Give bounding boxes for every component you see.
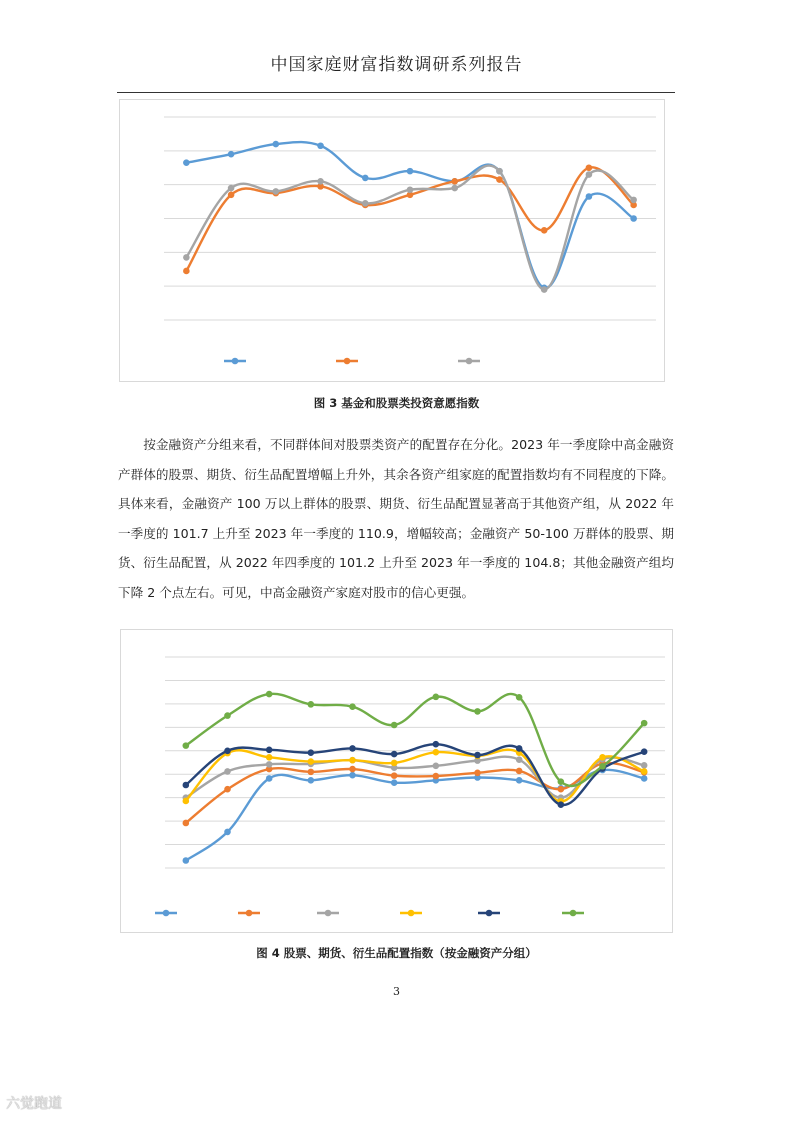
figure-4-chart — [120, 629, 673, 933]
data-point — [541, 286, 548, 293]
data-point — [266, 761, 273, 768]
data-point — [641, 768, 648, 775]
data-point — [183, 254, 190, 261]
data-point — [349, 757, 356, 764]
data-point — [586, 164, 593, 171]
report-header-title: 中国家庭财富指数调研系列报告 — [270, 55, 523, 75]
data-point — [183, 782, 190, 789]
data-point — [266, 775, 273, 782]
figure-4-caption: 图 4 股票、期货、衍生品配置指数（按金融资产分组） — [256, 946, 537, 960]
legend-marker — [163, 910, 170, 917]
data-point — [558, 778, 565, 785]
data-point — [586, 193, 593, 200]
legend-marker — [246, 910, 253, 917]
data-point — [451, 178, 458, 185]
data-point — [273, 141, 280, 148]
data-point — [516, 745, 523, 752]
data-point — [266, 691, 273, 698]
legend-marker — [466, 358, 473, 365]
data-point — [183, 742, 190, 749]
data-point — [224, 712, 231, 719]
legend-marker — [232, 358, 239, 365]
data-point — [224, 747, 231, 754]
data-point — [451, 185, 458, 192]
data-point — [433, 741, 440, 748]
data-point — [349, 703, 356, 710]
data-point — [228, 185, 235, 192]
data-point — [266, 754, 273, 761]
data-point — [641, 775, 648, 782]
data-point — [586, 171, 593, 178]
data-point — [541, 227, 548, 234]
data-point — [228, 151, 235, 158]
data-point — [558, 786, 565, 793]
data-point — [641, 748, 648, 755]
data-point — [558, 801, 565, 808]
data-point — [391, 722, 398, 729]
figure-3-svg — [120, 100, 664, 381]
data-point — [391, 760, 398, 767]
data-point — [349, 745, 356, 752]
data-point — [516, 694, 523, 701]
data-point — [496, 168, 503, 175]
data-point — [362, 200, 369, 207]
data-point — [474, 708, 481, 715]
data-point — [516, 777, 523, 784]
data-point — [474, 752, 481, 759]
legend-marker — [486, 910, 493, 917]
data-point — [317, 178, 324, 185]
series-line — [186, 166, 633, 290]
data-point — [183, 798, 190, 805]
data-point — [391, 772, 398, 779]
data-point — [641, 720, 648, 727]
data-point — [224, 786, 231, 793]
data-point — [407, 168, 414, 175]
data-point — [433, 749, 440, 756]
data-point — [183, 820, 190, 827]
data-point — [433, 773, 440, 780]
data-point — [183, 268, 190, 275]
body-paragraph: 按金融资产分组来看，不同群体间对股票类资产的配置存在分化。2023 年一季度除中高金融资产群体的股票、期货、衍生品配置增幅上升外，其余各资产组家庭的配置指数均有不同程度的下降。具体来看，金融资产 100 万以上群体的股票、期货、衍生品配置显著高于其他资产组，从 2022 年一季度的 101.7 上升至 2023 年一季度的 110.9，增幅较高；金融资产 50-100 万群体的股票、期货、衍生品配置，从 2022 年四季度的 101.2 上升至 2023 年一季度的 104.8；其他金融资产组均下降 2 个点左右。可见，中高金融资产家庭对股市的信心更强。 — [118, 437, 674, 600]
figure-4-svg — [121, 630, 672, 932]
data-point — [349, 766, 356, 773]
data-point — [641, 762, 648, 769]
data-point — [224, 768, 231, 775]
page-number: 3 — [393, 985, 400, 998]
header-rule — [117, 92, 675, 93]
data-point — [391, 779, 398, 786]
data-point — [308, 701, 315, 708]
data-point — [228, 192, 235, 199]
data-point — [273, 188, 280, 195]
data-point — [391, 751, 398, 758]
legend-marker — [344, 358, 351, 365]
figure-3-caption: 图 3 基金和股票类投资意愿指数 — [313, 396, 480, 410]
data-point — [317, 142, 324, 149]
series-line — [186, 142, 633, 288]
series-line — [186, 694, 644, 786]
data-point — [474, 770, 481, 777]
data-point — [630, 197, 637, 204]
data-point — [308, 749, 315, 756]
data-point — [630, 215, 637, 222]
data-point — [516, 756, 523, 763]
legend-marker — [325, 910, 332, 917]
data-point — [224, 829, 231, 836]
data-point — [183, 159, 190, 166]
figure-3-chart — [119, 99, 665, 382]
data-point — [308, 769, 315, 776]
legend-marker — [570, 910, 577, 917]
watermark-logo: 六觉跑道 — [6, 1096, 62, 1112]
series-line — [186, 167, 633, 271]
data-point — [599, 763, 606, 770]
data-point — [308, 758, 315, 765]
data-point — [433, 694, 440, 701]
data-point — [183, 857, 190, 864]
data-point — [266, 747, 273, 754]
data-point — [308, 777, 315, 784]
data-point — [516, 768, 523, 775]
data-point — [362, 175, 369, 182]
data-point — [349, 772, 356, 779]
data-point — [407, 186, 414, 193]
data-point — [433, 762, 440, 769]
legend-marker — [408, 910, 415, 917]
data-point — [496, 176, 503, 183]
data-point — [599, 754, 606, 761]
